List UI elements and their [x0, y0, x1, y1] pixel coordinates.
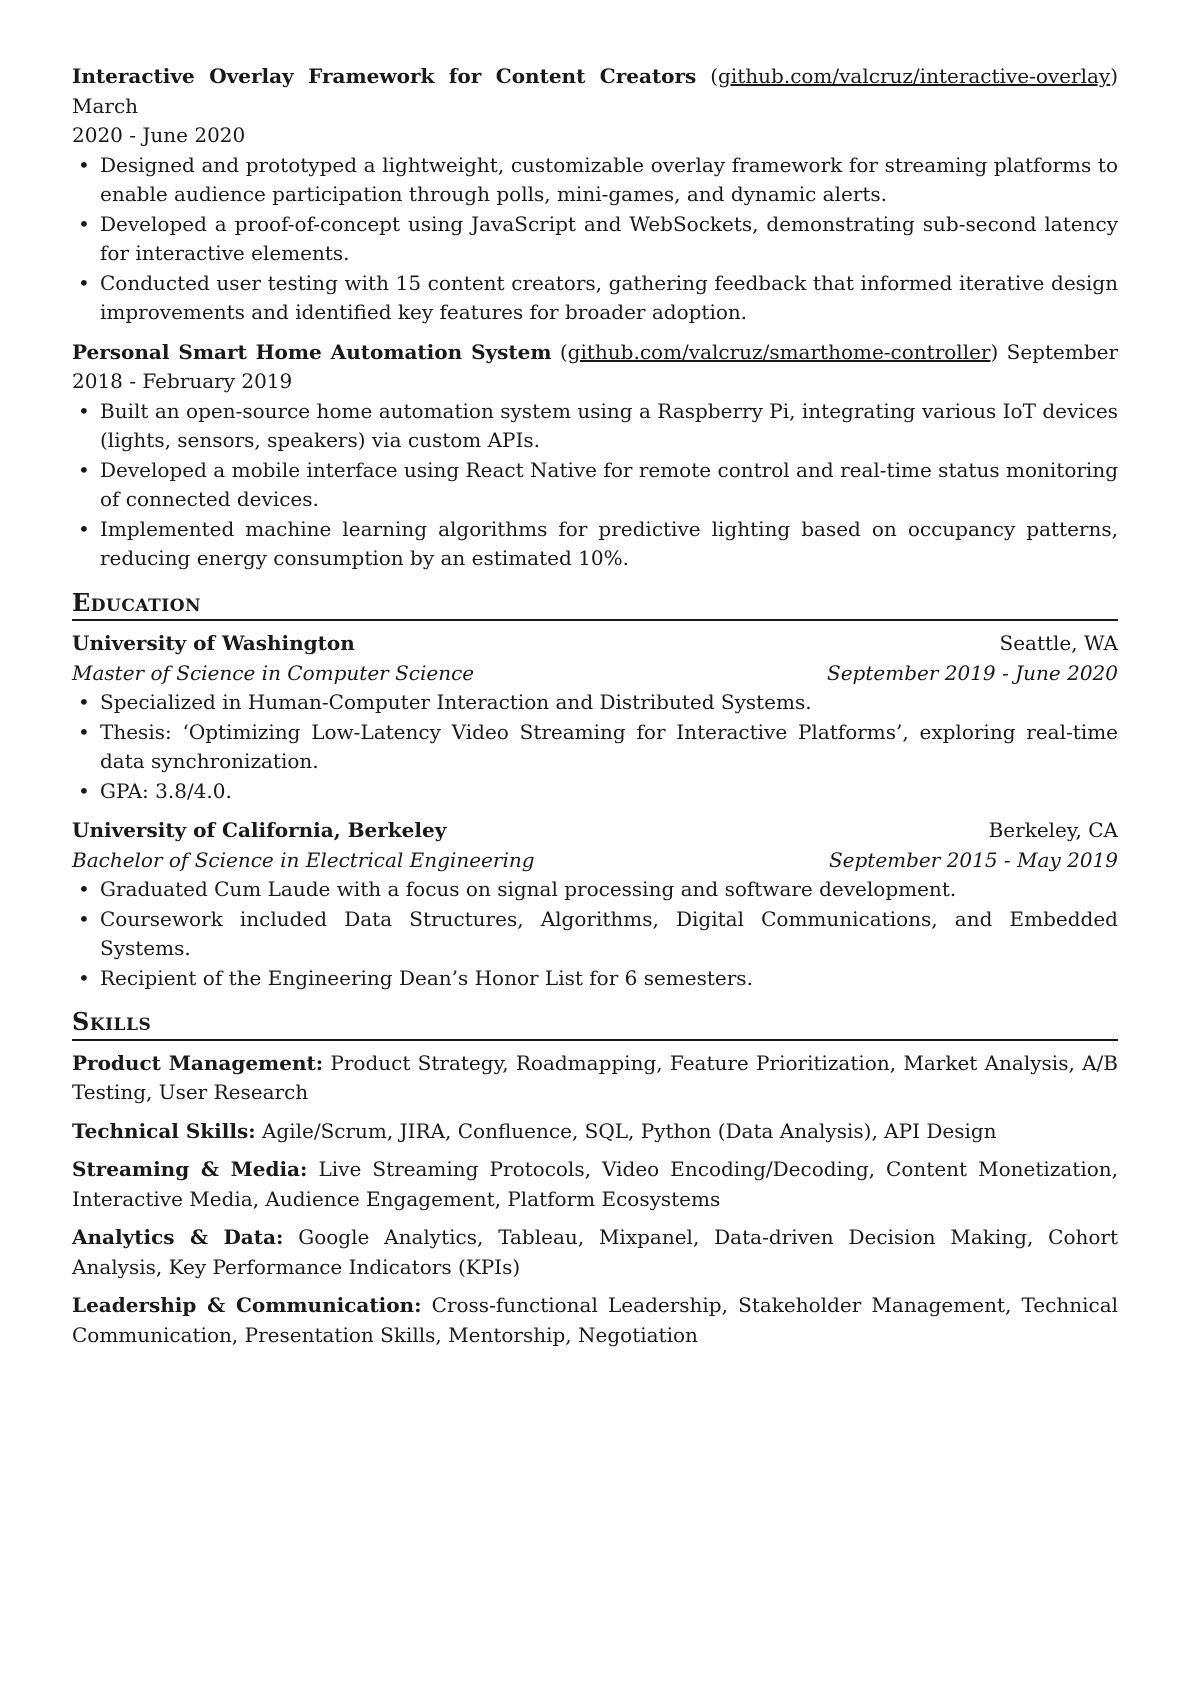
- project-entry: [72, 338, 1118, 574]
- skill-label: Streaming & Media:: [72, 1157, 308, 1181]
- skill-text: Cross-functional Leadership, Stakeholder Management, Technical Communication, Presentation Skills, Mentorship, Negotiation: [72, 1293, 1119, 1347]
- skill-row: [72, 1117, 1118, 1147]
- skill-label: Product Management:: [72, 1050, 324, 1075]
- bullet-item: • Developed a proof-of-concept using JavaScript and WebSockets, demonstrating sub-second latency for interactive elements.: [78, 211, 1118, 265]
- degree-name: Bachelor of Science in Electrical Engineering: [72, 847, 535, 872]
- school-location: Seattle, WA: [999, 631, 1118, 655]
- skill-text: Agile/Scrum, JIRA, Confluence, SQL, Python (Data Analysis), API Design: [261, 1118, 997, 1143]
- skill-text: Live Streaming Protocols, Video Encoding/Decoding, Content Monetization, Interactive Media, Audience Engagement, Platform Ecosystems: [72, 1157, 1118, 1211]
- bullet-dot-icon: •: [78, 457, 90, 482]
- bullet-dot-icon: •: [78, 906, 90, 931]
- education-section: [72, 588, 1118, 994]
- bullet-item: • Built an open-source home automation system using a Raspberry Pi, integrating various IoT devices (lights, sensors, speakers) via custom APIs.: [78, 398, 1118, 452]
- project-date-end: 2018 - February 2019: [72, 369, 293, 393]
- skill-label: Leadership & Communication:: [72, 1293, 422, 1317]
- degree-dates: September 2015 - May 2019: [828, 847, 1118, 872]
- bullet-dot-icon: •: [78, 719, 90, 744]
- bullet-item: • Developed a mobile interface using React Native for remote control and real-time status monitoring of connected devices.: [78, 457, 1118, 511]
- project-link-wrap: (github.com/valcruz/smarthome-controller): [559, 339, 999, 364]
- education-header: [72, 629, 1118, 659]
- project-bullets: [72, 151, 1118, 328]
- skill-row: [72, 1291, 1118, 1350]
- skill-row: [72, 1049, 1118, 1108]
- school-name: University of California, Berkeley: [72, 818, 447, 842]
- education-header: [72, 816, 1118, 846]
- bullet-item: • Designed and prototyped a lightweight, customizable overlay framework for streaming platforms to enable audience participation through polls, mini-games, and dynamic alerts.: [78, 152, 1118, 206]
- degree-name: Master of Science in Computer Science: [72, 660, 475, 685]
- skill-row: [72, 1223, 1118, 1282]
- bullet-dot-icon: •: [78, 965, 90, 990]
- education-entry: [72, 629, 1118, 806]
- project-date-start: March: [72, 93, 139, 118]
- bullet-dot-icon: •: [78, 152, 90, 177]
- skills-section: [72, 1007, 1118, 1350]
- project-link[interactable]: github.com/valcruz/interactive-overlay: [718, 64, 1111, 88]
- bullet-dot-icon: •: [78, 877, 90, 901]
- bullet-item: • Recipient of the Engineering Dean’s Honor List for 6 semesters.: [72, 964, 1118, 994]
- bullet-dot-icon: •: [78, 690, 90, 714]
- degree-row: [72, 659, 1118, 689]
- bullet-item: • Implemented machine learning algorithms for predictive lighting based on occupancy patterns, reducing energy consumption by an estimated 10%.: [78, 516, 1118, 570]
- skill-text: Google Analytics, Tableau, Mixpanel, Data-driven Decision Making, Cohort Analysis, Key Performance Indicators (KPIs): [72, 1225, 1119, 1279]
- skill-label: Analytics & Data:: [72, 1225, 284, 1249]
- project-title: Interactive Overlay Framework for Content Creators: [72, 64, 697, 88]
- project-date-start: September: [1006, 339, 1119, 364]
- project-link-wrap: (github.com/valcruz/interactive-overlay): [710, 64, 1119, 88]
- education-entry: [72, 816, 1118, 993]
- degree-dates: September 2019 - June 2020: [827, 660, 1118, 685]
- project-date-end: 2020 - June 2020: [72, 123, 246, 147]
- degree-row: [72, 846, 1118, 876]
- project-header: [72, 338, 1118, 368]
- section-title-skills: Skills: [72, 1007, 1118, 1041]
- bullet-dot-icon: •: [78, 398, 90, 423]
- section-title-education: Education: [72, 588, 1118, 622]
- school-name: University of Washington: [72, 631, 355, 655]
- bullet-item: • Conducted user testing with 15 content creators, gathering feedback that informed iterative design improvements and identified key features for broader adoption.: [78, 270, 1118, 324]
- project-bullets: [72, 397, 1118, 574]
- bullet-item: • GPA: 3.8/4.0.: [72, 777, 1118, 807]
- skill-label: Technical Skills:: [72, 1118, 256, 1143]
- bullet-dot-icon: •: [78, 211, 90, 236]
- bullet-item: • Coursework included Data Structures, Algorithms, Digital Communications, and Embedded Systems.: [78, 906, 1118, 960]
- bullet-item: • Graduated Cum Laude with a focus on signal processing and software development.: [72, 875, 1118, 905]
- bullet-dot-icon: •: [78, 270, 90, 295]
- skill-text: Product Strategy, Roadmapping, Feature Prioritization, Market Analysis, A/B Testing, User Research: [72, 1050, 1118, 1104]
- project-link[interactable]: github.com/valcruz/smarthome-controller: [567, 339, 991, 364]
- project-header: [72, 62, 1118, 121]
- education-bullets: [72, 688, 1118, 806]
- project-entry: [72, 62, 1118, 328]
- bullet-item: • Thesis: ‘Optimizing Low-Latency Video Streaming for Interactive Platforms’, exploring real-time data synchronization.: [78, 719, 1118, 773]
- bullet-item: • Specialized in Human-Computer Interaction and Distributed Systems.: [72, 688, 1118, 718]
- school-location: Berkeley, CA: [988, 818, 1118, 842]
- education-bullets: [72, 875, 1118, 993]
- bullet-dot-icon: •: [78, 516, 90, 541]
- bullet-dot-icon: •: [78, 778, 90, 803]
- skill-row: [72, 1155, 1118, 1214]
- project-title: Personal Smart Home Automation System: [72, 339, 552, 364]
